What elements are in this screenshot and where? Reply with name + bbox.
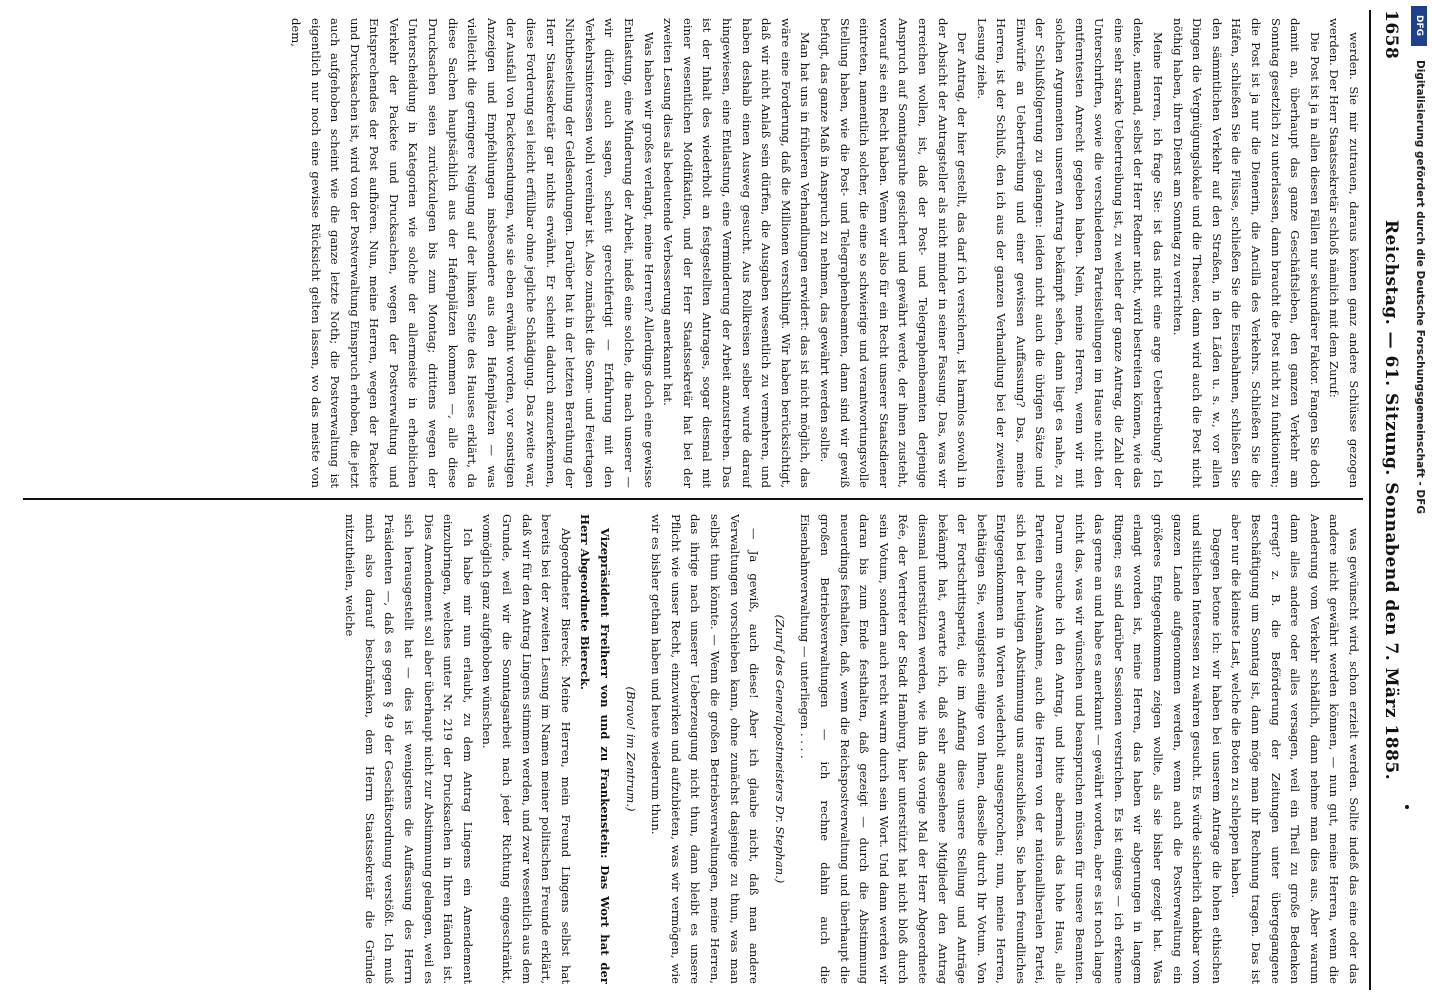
- digitization-credit: Digitalisierung gefördert durch die Deutsche Forschungsgemeinschaft - DFG: [1414, 60, 1426, 514]
- right-column: [23, 514, 1363, 984]
- page-header: [1373, 10, 1407, 990]
- column-divider: [23, 498, 1363, 500]
- paragraph: Abgeordneter Biereck: Meine Herren, mein Freund Lingens selbst hat bereits bei der zweiten Lesung im Namen meiner politischen Freunde erklärt, daß wir für den Antrag Lingens stimmen werden, und zwar wesentlich aus dem Grunde, weil wir die Sonntagsarbeit nach jeder Richtung eingeschränkt, womöglich ganz aufgehoben wünschen.: [480, 514, 573, 984]
- page-number: 1658: [1381, 10, 1401, 60]
- header-rule: [1369, 10, 1371, 990]
- paragraph: Der Antrag, der hier gestellt, das darf ich versichern, ist harmlos sowohl in der Absicht der Antragsteller als nicht minder in seiner Fassung. Das, was wir erreichen wollen, ist, daß der Post- und Telegraphenbeamten derjenige Anspruch auf Sonntagsruhe gesichert und gewährt werde, der ihnen zusteht, worauf sie ein Recht haben. Wenn wir also für ein Recht unserer Staatsdiener eintreten, namentlich solcher, die eine so schwierige und verantwortungsvolle Stellung haben, wie die Post- und Telegraphenbeamten, dann sind wir gewiß befugt, das ganze Maß in Anspruch zu nehmen, das gewährt werden sollte.: [817, 18, 970, 488]
- paragraph: Was haben wir großes verlangt, meine Herren? Allerdings doch eine gewisse Entlastung, eine Minderung der Arbeit, indeß eine solche, die nach unserer — wir dürfen auch sagen, scheint gerechtfertigt — Erfahrung mit den Verkehrsinteressen wohl vereinbar ist. Also zunächst die Sonn- und Feiertagen Nichtbestellung der Geldsendungen. Darüber hat in der letzten Berathung der Herr Staatssekretär gar nichts erwähnt. Er scheint dadurch anzuerkennen, diese Forderung sei leicht erfüllbar ohne jegliche Schädigung. Das zweite war, der Ausfall von Packetsendungen, wie sie eben erwähnt worden, vor sonstigen Anzeigen und Empfehlungen insbesondere aus den Hafenplätzen — was vielleicht die geringere Neigung auf der linken Seite des Hauses erklärt, da diese Sachen hauptsächlich aus der Hafenplätzen kommen —, alle diese Drucksachen seien zurückzulegen bis zum Montag; drittens wegen der Unterscheidung in Kategorien wie solche der allermeiste in erheblichen Verkehr der Packete und Drucksachen, wegen der Postverwaltung und Entsprechendes der Post aufhören. Nun, meine Herren, wegen der Packete und Drucksachen ist, wird von der Postverwaltung Einspruch erhoben, die jetzt auch aufgehoben scheint wie die ganze letzte Noth; die Postverwaltung ist eigentlich nur noch eine gewisse Rücksicht gelten lassen, wo das meiste von dem,: [288, 18, 656, 488]
- rotated-newspaper-page: [5, 10, 1407, 990]
- paragraph: Ich habe mir nun erlaubt, zu dem Antrag Lingens ein Amendement einzubringen, welches unter Nr. 219 der Drucksachen in Ihren Händen ist. Dies Amendement soll aber überhaupt nicht zur Abstimmung gelangen, weil es sich herausgestellt hat — dies ist wenigstens die Auffassung des Herrn Präsidenten —, daß es gegen § 49 der Geschäftsordnung verstößt. Ich muß mich also darauf beschränken, dem Herrn Staatssekretär die Gründe mitzutheilen, welche: [343, 514, 475, 984]
- dfg-logo: DFG: [1411, 6, 1427, 46]
- paragraph: Man hat uns in früheren Verhandlungen erwidert: das ist nicht möglich, das wäre eine Forderung, daß die Millionen verschlingt. Wir haben berücksichtigt, daß wir nicht Anlaß sein dürfen, die Ausgaben wesentlich zu vermehren, und haben deshalb einen Ausweg gesucht. Aus Rollkreisen selber wurde darauf hingewiesen, eine Entlastung, eine Verminderung der Arbeit anzustreben. Das ist der Inhalt des wiederholt an festgestellten Antrages, sogar diesmal mit einer wesentlichen Modifikation, und der Herr Staatssekretär hat bei der zweiten Lesung dies als bedeutende Verbesserung anerkannt hat.: [661, 18, 813, 488]
- paragraph: werden. Sie mir zutrauen, daraus können ganz andere Schlüsse gezogen werden. Der Herr Staatssekretär schloß nämlich mit dem Zuruf:: [1327, 18, 1361, 488]
- paragraph: Dagegen betone ich: wir haben bei unserem Antrage die hohen ethischen und sittlichen Interessen zu wahren gesucht. Es würde sicherlich dankbar vom ganzen Lande aufgenommen werden, wenn auch die Postverwaltung ein größeres Entgegenkommen zeigen wollte, als sie bisher gezeigt hat. Was erlangt worden ist, meine Herren, das haben wir abgerungen in langem Ringen; es sind darüber Sessionen verstrichen. Es ist einiges — ich erkenne das gerne an und habe es anerkannt — gewährt worden, aber es ist noch lange nicht das, was wir wünschen und beanspruchen müssen für unsere Beamten. Darum ersuche ich den Antrag, und bitte abermals das hohe Haus, alle Parteien ohne Ausnahme, auch die Herren von der nationalliberalen Partei, sich bei der heutigen Abstimmung uns anzuschließen. Sie haben freundliches Entgegenkommen in Worten wiederholt ausgesprochen; nun, meine Herren, bethätigen Sie, wenigstens einige von Ihnen, dasselbe durch Ihr Votum. Von der Fortschrittspartei, die im Anfang diese unsere Stellung und Anträge bekämpft hat, erwarte ich, daß sehr angesehene Mitglieder den Antrag diesmal unterstützen werden, wie ihn das vorige Mal der Herr Abgeordnete Rée, der Vertreter der Stadt Hamburg, hier unterstützt hat nicht bloß durch sein Votum, sondern auch recht warm durch sein Wort. Und dann werden wir daran bis zum Ende festhalten, daß gezeigt — durch die Abstimmung neuerdings festhalten, daß, wenn die Reichspostverwaltung und überhaupt die großen Betriebsverwaltungen — ich rechne dahin auch die Eisenbahnverwaltung — unterliegen . . . .: [798, 514, 1224, 984]
- side-strip: [1408, 0, 1432, 1000]
- left-column: [23, 18, 1363, 488]
- speaker-announcement: Vizepräsident Freiherr von und zu Frankenstein: Das Wort hat der Herr Abgeordnete Biereck.: [578, 514, 613, 984]
- running-title: Reichstag. — 61. Sitzung. Sonnabend den 7. März 1885.: [1381, 219, 1401, 781]
- applause-note: (Bravo! im Zentrum.): [623, 686, 638, 812]
- paragraph: Die Post ist ja in allen diesen Fällen nur sekundärer Faktor. Fangen Sie doch damit an, überhaupt das ganze Geschäftsleben, den ganzen Verkehr am Sonntag gesetzlich zu unterlassen, dann braucht die Post nicht zu funktioniren; die Post ist ja nur die Dienerin, die Ancilla des Verkehrs. Schließen Sie die Häfen, schließen Sie die Flüsse, schließen Sie die Eisenbahnen, schließen Sie den sämmtlichen Verkehr auf den Straßen, in den Läden u. s. w., vor allen Dingen die Vergnügungslokale und die Theater, dann wird auch die Post nicht nöthig haben, ihren Dienst am Sonntag zu verrichten.: [1170, 18, 1322, 488]
- paragraph: Meine Herren, ich frage Sie: ist das nicht eine arge Uebertreibung? Ich denke, niemand, selbst der Herr Redner nicht, wird bestreiten können, wie das eine sehr starke Uebertreibung ist, zu welcher der ganze Antrag, die Zahl der Unterschriften, sowie die verschiedenen Parteistellungen im Hause nicht den entferntesten Anrecht gegeben haben. Nein, meine Herren, wenn wir mit solchen Argumenten unseren Antrag bekämpft sehen, dann liegt es nahe, zu der Schlußfolgerung zu gelangen: leiden nicht auch die übrigen Sätze und Einwürfe an Uebertreibung und einer gewissen Auffassung? Das, meine Herren, ist der Schluß, den ich aus der ganzen Verhandlung bei der zweiten Lesung ziehe.: [974, 18, 1166, 488]
- paragraph: — Ja gewiß, auch diese! Aber ich glaube nicht, daß man andere Verwaltungen vorschieben kann, ohne zunächst dasjenige zu thun, was man selbst thun könnte. — Wenn die großen Betriebsverwaltungen, meine Herren, das ihrige nach unserer Ueberzeugung nicht thun, dann bleibt es unsere Pflicht wie unser Recht, einzuwirken und aufzubieten, was wir vermögen, wie wir es bisher gethan haben und heute wiederum thun.: [649, 514, 762, 984]
- paragraph: was gewünscht wird, schon erzielt werden. Sollte indeß das eine oder das andere nicht gewährt werden können, — nun gut, meine Herren, wenn die Aenderung vom Verkehr schädlich, dann nehme man dies aus. Aber warum dann alles andere oder alles versagen, weil ein Theil zu große Bedenken erregt? z. B. die Beförderung der Zeitungen unter übergegangene Beschäftigung um Sonntag ist, dann möge man ihr Rechnung tragen. Das ist aber nur die kleinste Last, welche die Boten zu schleppen haben.: [1229, 514, 1361, 984]
- interjection: (Zuruf des Generalpostmeisters Dr. Stephan.): [772, 614, 787, 884]
